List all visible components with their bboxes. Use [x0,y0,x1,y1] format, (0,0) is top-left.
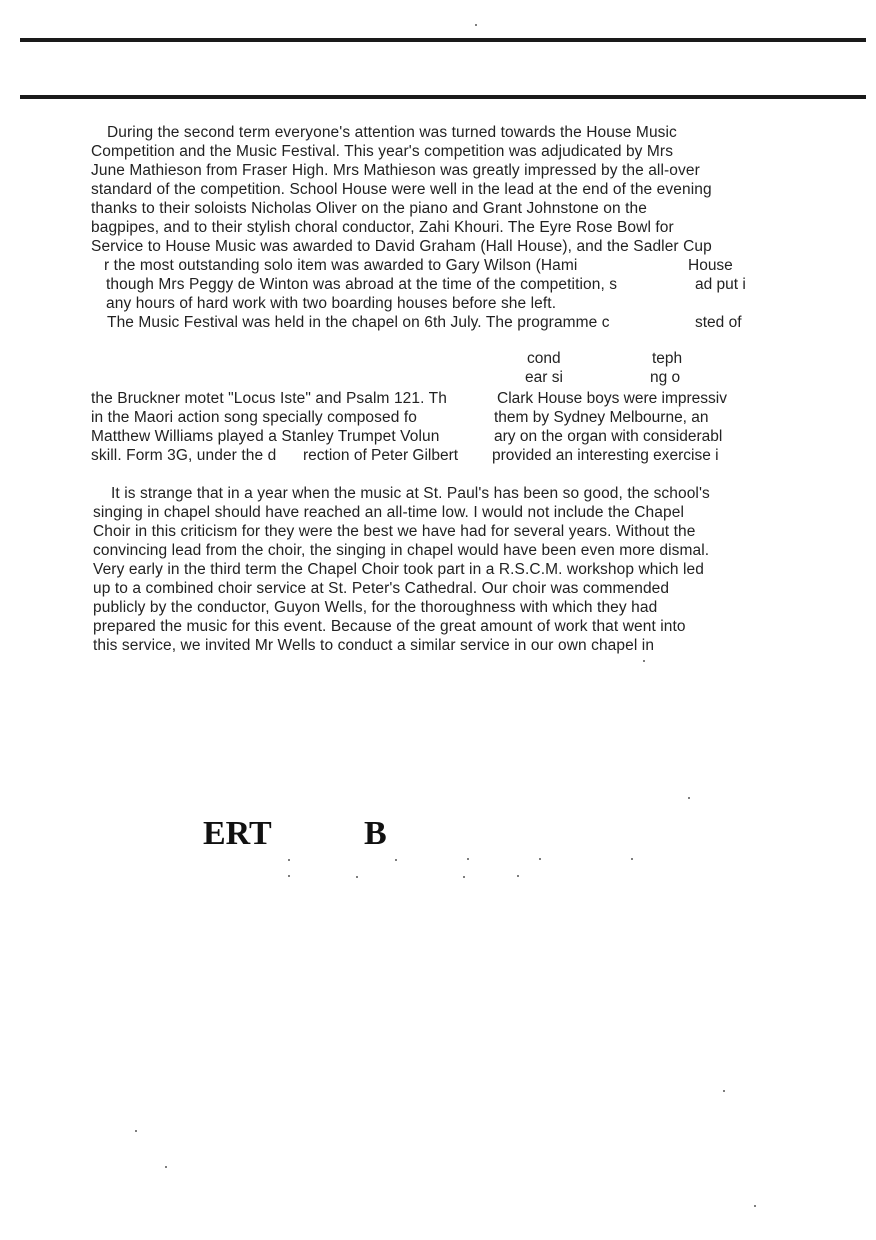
fragment-ng-o: ng o [650,369,681,386]
paragraph2-line-4-left: Matthew Williams played a Stanley Trumpet Volun [91,428,440,445]
scan-speck [288,859,290,861]
paragraph3-line-1: It is strange that in a year when the music at St. Paul's has been so good, the school's [111,485,710,502]
paragraph3-line-9: this service, we invited Mr Wells to conduct a similar service in our own chapel in [93,637,655,654]
paragraph2-line-5-left: skill. Form 3G, under the d [91,447,277,464]
paragraph3-line-8: prepared the music for this event. Because of the great amount of work that went into [93,618,686,635]
paragraph1-line-9-left: though Mrs Peggy de Winton was abroad at the time of the competition, s [106,276,618,293]
fragment-cond: cond [527,350,561,367]
paragraph2-line-5-mid: rection of Peter Gilbert [303,447,459,464]
scan-speck [395,859,397,861]
scan-speck [165,1166,167,1168]
paragraph3-line-3: Choir in this criticism for they were the best we have had for several years. Without the [93,523,696,540]
paragraph2-line-2-left: the Bruckner motet "Locus Iste" and Psalm 121. Th [91,390,447,407]
scan-speck [467,858,469,860]
paragraph1-line-8-left: r the most outstanding solo item was awarded to Gary Wilson (Hami [104,257,578,274]
paragraph2-line-1-right: sted of [695,314,742,331]
scan-speck [688,797,690,799]
paragraph3-line-7: publicly by the conductor, Guyon Wells, for the thoroughness with which they had [93,599,658,616]
scan-speck [539,858,541,860]
fragment-teph: teph [652,350,683,367]
paragraph1-line-9-right: ad put i [695,276,746,293]
paragraph2-line-2-right: Clark House boys were impressiv [497,390,727,407]
scan-speck [288,875,290,877]
paragraph1-line-5: thanks to their soloists Nicholas Oliver on the piano and Grant Johnstone on the [91,200,647,217]
scan-speck [643,660,645,662]
scan-speck [754,1205,756,1207]
top-rule [20,38,866,42]
scan-speck [135,1130,137,1132]
paragraph1-line-2: Competition and the Music Festival. This year's competition was adjudicated by Mrs [91,143,674,160]
paragraph2-line-3-left: in the Maori action song specially composed fo [91,409,417,426]
paragraph2-line-3-right: them by Sydney Melbourne, an [494,409,709,426]
paragraph3-line-4: convincing lead from the choir, the singing in chapel would have been even more dismal. [93,542,710,559]
fragment-ear-si: ear si [525,369,563,386]
paragraph2-line-5-right: provided an interesting exercise i [492,447,719,464]
paragraph2-line-4-right: ary on the organ with considerabl [494,428,723,445]
header-rule [20,95,866,99]
paragraph3-line-5: Very early in the third term the Chapel Choir took part in a R.S.C.M. workshop which led [93,561,704,578]
scan-speck [463,876,465,878]
scan-speck [517,875,519,877]
scan-speck [356,876,358,878]
paragraph2-line-1-left: The Music Festival was held in the chapel on 6th July. The programme c [107,314,610,331]
paragraph1-line-8-right: House [688,257,733,274]
paragraph1-line-3: June Mathieson from Fraser High. Mrs Mathieson was greatly impressed by the all-over [91,162,700,179]
paragraph1-line-10: any hours of hard work with two boarding houses before she left. [106,295,557,312]
paragraph1-line-4: standard of the competition. School House were well in the lead at the end of the evening [91,181,712,198]
heading-fragment-right: B [364,815,387,852]
heading-fragment-left: ERT [203,815,272,852]
paragraph3-line-6: up to a combined choir service at St. Peter's Cathedral. Our choir was commended [93,580,670,597]
paragraph1-line-6: bagpipes, and to their stylish choral conductor, Zahi Khouri. The Eyre Rose Bowl for [91,219,674,236]
paragraph1-line-7: Service to House Music was awarded to David Graham (Hall House), and the Sadler Cup [91,238,712,255]
paragraph1-line-1: During the second term everyone's attention was turned towards the House Music [107,124,677,141]
scan-speck [475,24,477,26]
scan-speck [631,858,633,860]
paragraph3-line-2: singing in chapel should have reached an all-time low. I would not include the Chapel [93,504,684,521]
scan-speck [723,1090,725,1092]
